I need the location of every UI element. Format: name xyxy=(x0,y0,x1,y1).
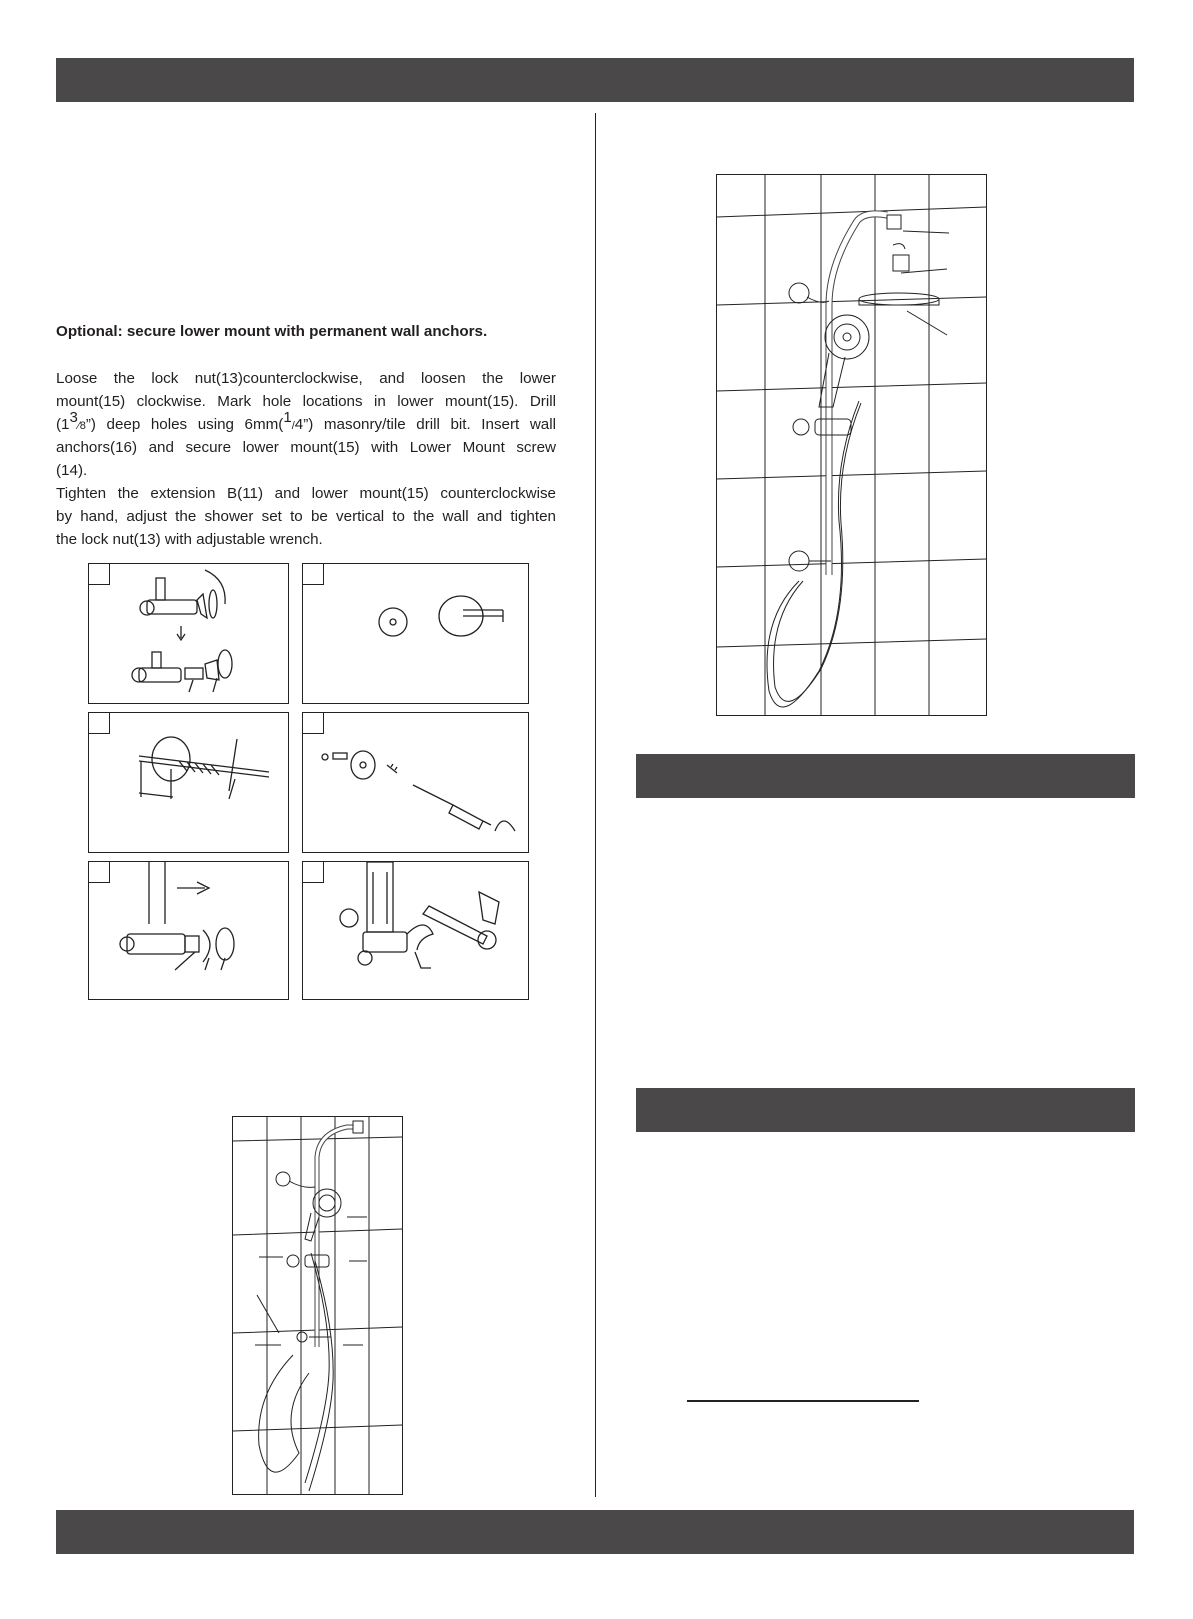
step-6-panel xyxy=(302,861,529,1000)
paragraph-line: (14). xyxy=(56,462,88,479)
wrench-tighten-illustration xyxy=(303,862,528,999)
paragraph-line: the lock nut(13) with adjustable wrench. xyxy=(56,531,323,548)
fraction-denominator: 8 xyxy=(79,420,86,432)
step-3-panel xyxy=(88,712,289,853)
hole-marking-illustration xyxy=(303,564,528,703)
step-5-panel xyxy=(88,861,289,1000)
extension-assembly-illustration xyxy=(89,862,288,999)
drill-text-pre: (1 xyxy=(56,416,70,433)
right-section-header-bar-1 xyxy=(636,754,1135,798)
fraction-numerator: 1 xyxy=(283,409,292,426)
handshower-hose-assembly-illustration xyxy=(233,1117,402,1494)
bottom-section-bar xyxy=(56,1510,1134,1554)
hose-assembly-figure xyxy=(232,1116,403,1495)
overhead-shower-figure xyxy=(716,174,987,716)
step-2-panel xyxy=(302,563,529,704)
column-divider xyxy=(595,113,596,1497)
step-1-panel xyxy=(88,563,289,704)
fraction-slash: / xyxy=(291,420,295,432)
paragraph-line: Tighten the extension B(11) and lower mount(15) counterclockwise xyxy=(56,485,556,502)
paragraph-line: Loose the lock nut(13)counterclockwise, and loosen the lower xyxy=(56,370,556,387)
drill-bit-illustration xyxy=(89,713,288,852)
fraction-denominator: 4 xyxy=(294,416,304,433)
fraction-numerator: 3 xyxy=(69,409,78,426)
fraction-slash: ⁄ xyxy=(77,420,80,432)
anchor-screw-screwdriver-illustration xyxy=(303,713,528,852)
signature-line xyxy=(687,1400,919,1402)
paragraph-line-drill xyxy=(56,409,556,438)
overhead-shower-assembly-illustration xyxy=(717,175,986,715)
paragraph-line: mount(15) clockwise. Mark hole locations in lower mount(15). Drill xyxy=(56,393,556,410)
step-4-panel xyxy=(302,712,529,853)
paragraph-line: by hand, adjust the shower set to be vertical to the wall and tighten xyxy=(56,508,556,525)
drill-text-post: ”) masonry/tile drill bit. Insert wall xyxy=(303,416,556,433)
lower-mount-disassembly-illustration xyxy=(89,564,288,703)
right-section-header-bar-2 xyxy=(636,1088,1135,1132)
drill-text-mid: ”) deep holes using 6mm( xyxy=(85,416,284,433)
optional-heading: Optional: secure lower mount with permanent wall anchors. xyxy=(56,323,488,340)
paragraph-line: anchors(16) and secure lower mount(15) with Lower Mount screw xyxy=(56,439,556,456)
top-section-header-bar xyxy=(56,58,1134,102)
